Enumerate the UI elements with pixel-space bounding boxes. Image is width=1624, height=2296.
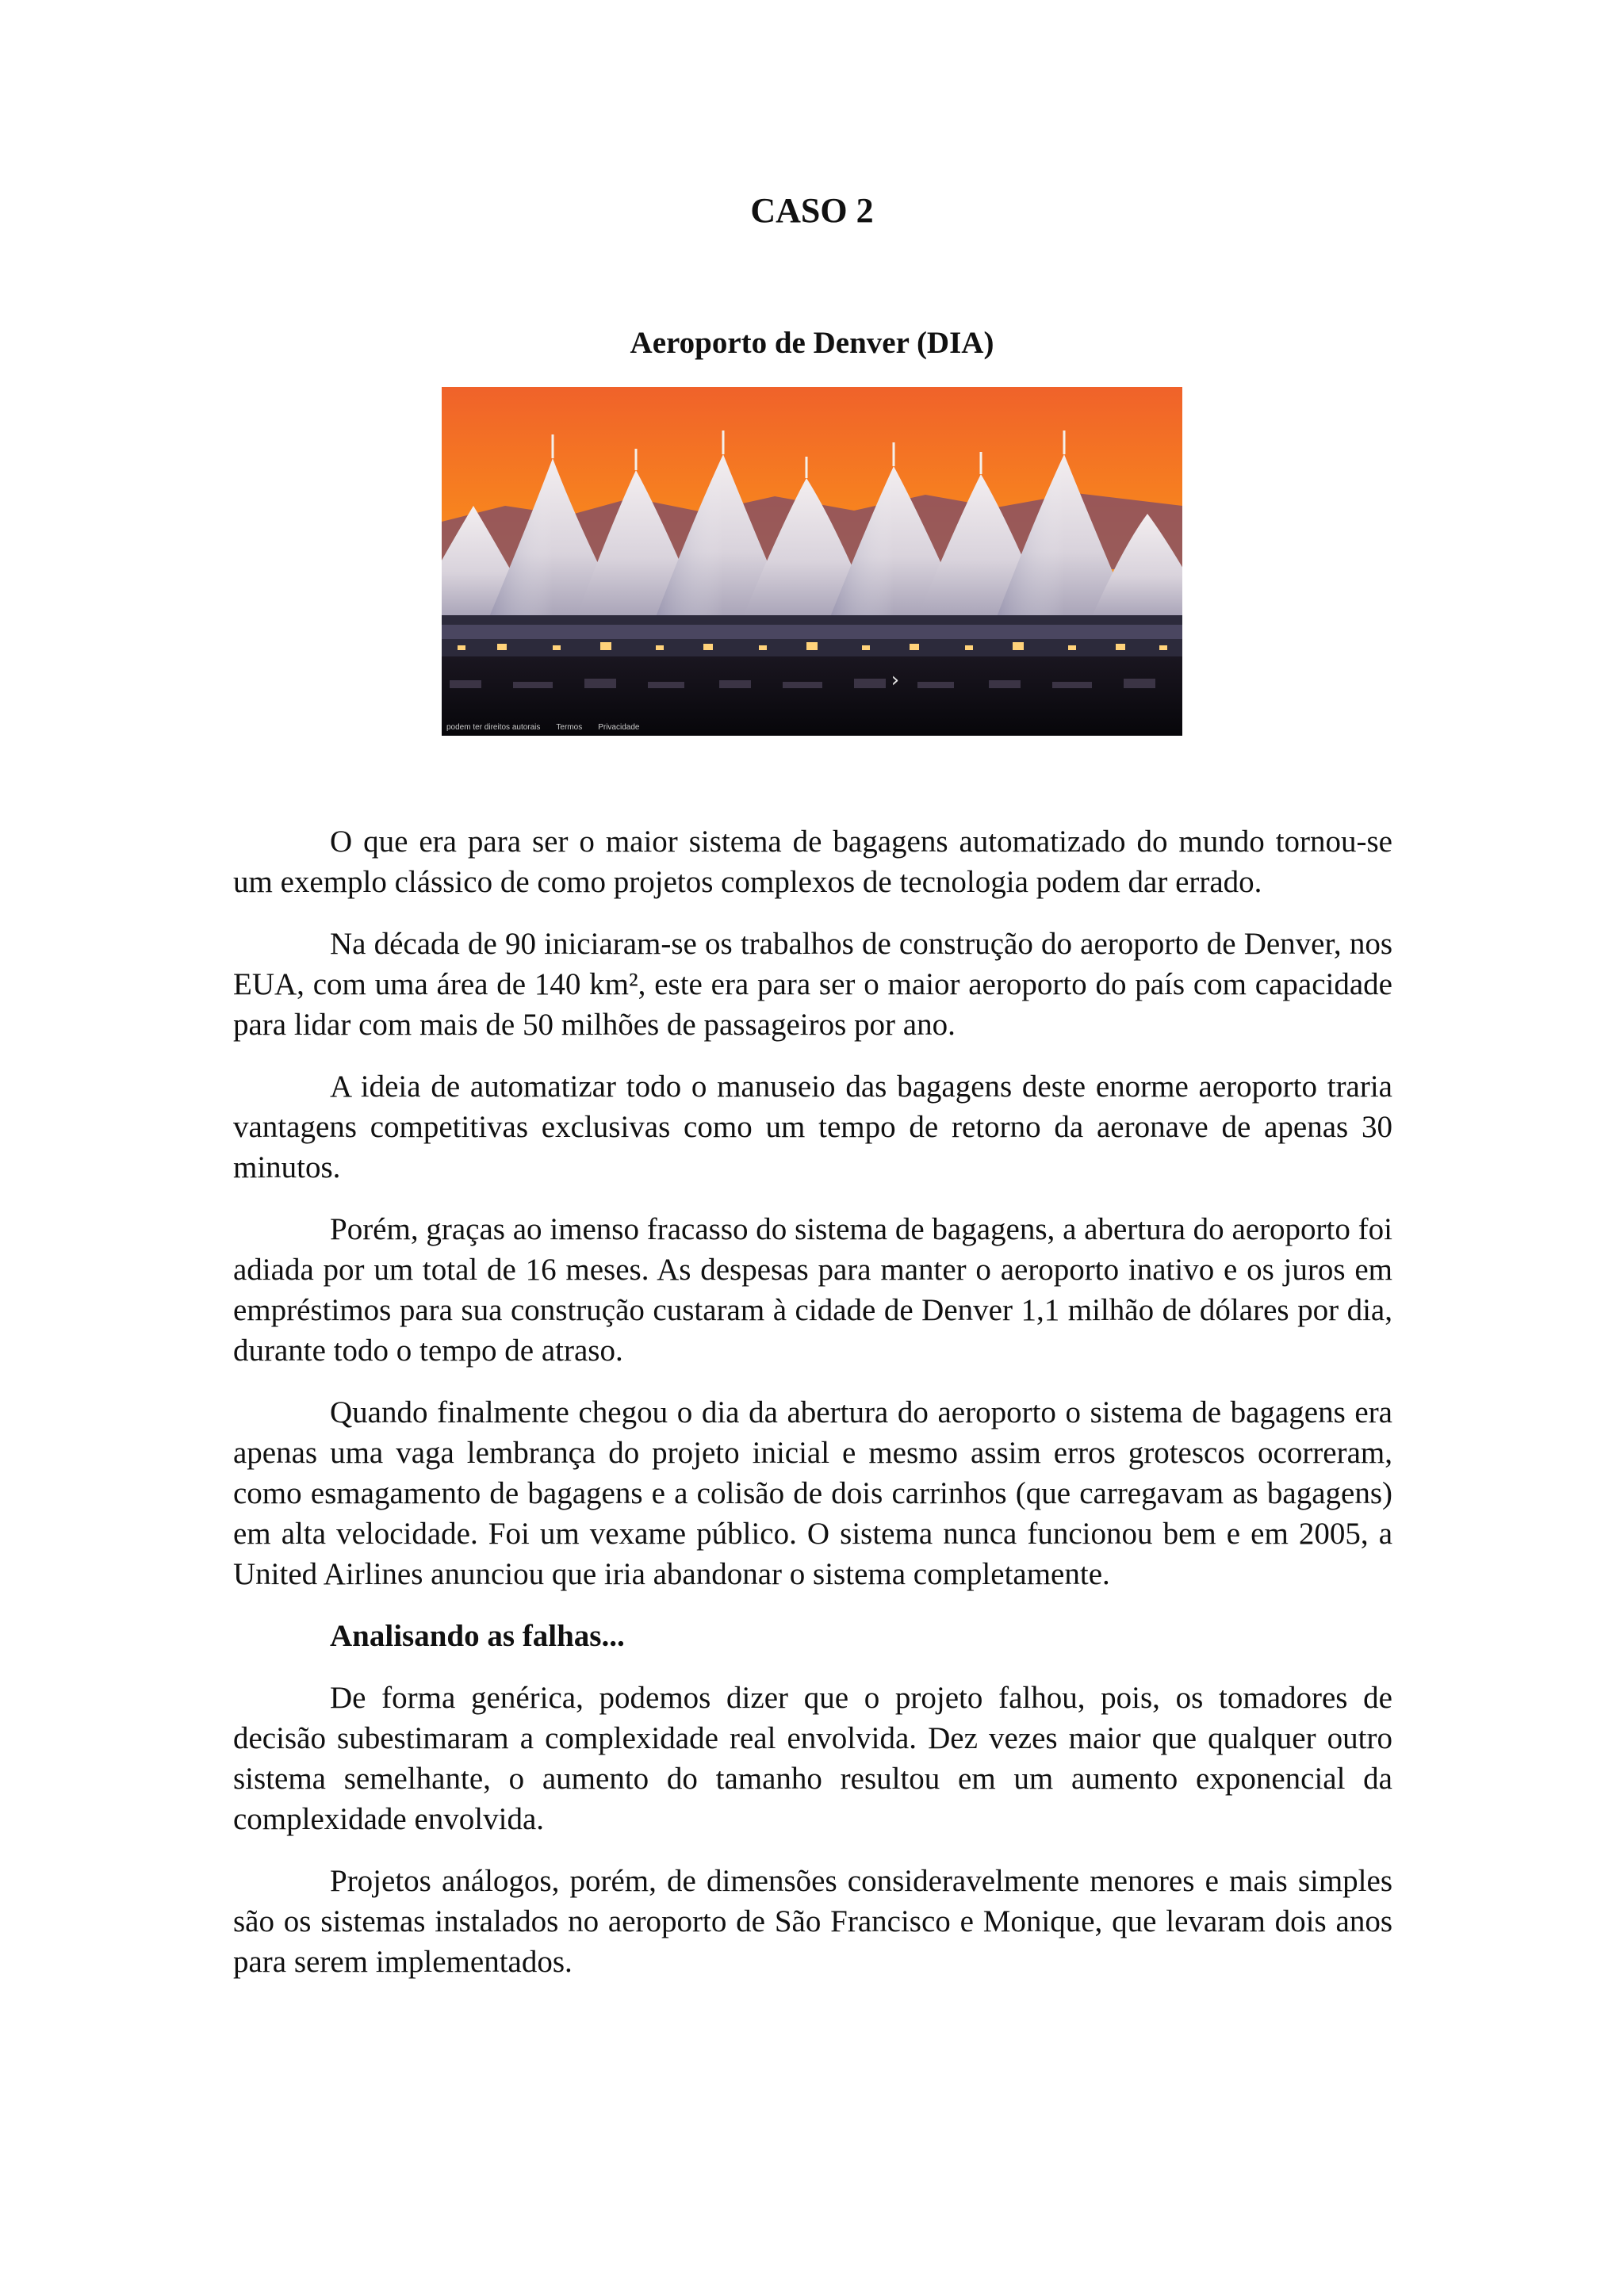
document-subtitle: Aeroporto de Denver (DIA): [630, 326, 994, 360]
paragraph: Projetos análogos, porém, de dimensões consideravelmente menores e mais simples são os sistemas instalados no aeroporto de São Francisco e Monique, que levaram dois anos para serem implementados.: [233, 1864, 1392, 1979]
privacy-link[interactable]: Privacidade: [598, 723, 640, 732]
denver-airport-photo: [442, 387, 1182, 736]
paragraph: Quando finalmente chegou o dia da abertura do aeroporto o sistema de bagagens era apenas uma vaga lembrança do projeto inicial e mesmo assim erros grotescos ocorreram, como esmagamento de bagagens e a colisão de dois carrinhos (que carregavam as bagagens) em alta velocidade. Foi um vexame público. O sistema nunca funcionou bem e em 2005, a United Airlines anunciou que iria abandonar o sistema completamente.: [233, 1395, 1392, 1591]
terms-link[interactable]: Termos: [556, 723, 583, 732]
paragraph: De forma genérica, podemos dizer que o projeto falhou, pois, os tomadores de decisão subestimaram a complexidade real envolvida. Dez vezes maior que qualquer outro sistema semelhante, o aumento do tamanho resultou em um aumento exponencial da complexidade envolvida.: [233, 1681, 1392, 1836]
photo-credit: [446, 723, 655, 733]
paragraph: A ideia de automatizar todo o manuseio das bagagens deste enorme aeroporto traria vantagens competitivas exclusivas como um tempo de retorno da aeronave de apenas 30 minutos.: [233, 1070, 1392, 1184]
chevron-right-icon[interactable]: ›: [891, 668, 900, 692]
paragraph: O que era para ser o maior sistema de bagagens automatizado do mundo tornou-se um exemplo clássico de como projetos complexos de tecnologia podem dar errado.: [233, 825, 1392, 899]
paragraph: Na década de 90 iniciaram-se os trabalhos de construção do aeroporto de Denver, nos EUA, com uma área de 140 km², este era para ser o maior aeroporto do país com capacidade para lidar com mais de 50 milhões de passageiros por ano.: [233, 927, 1392, 1042]
section-heading: Analisando as falhas...: [330, 1619, 625, 1653]
document-body: [233, 821, 1392, 2003]
page-title: CASO 2: [750, 191, 874, 230]
credit-text: podem ter direitos autorais: [446, 723, 541, 732]
airport-illustration: [442, 387, 1182, 736]
paragraph: Porém, graças ao imenso fracasso do sistema de bagagens, a abertura do aeroporto foi adiada por um total de 16 meses. As despesas para manter o aeroporto inativo e os juros em empréstimos para sua construção custaram à cidade de Denver 1,1 milhão de dólares por dia, durante todo o tempo de atraso.: [233, 1212, 1392, 1368]
